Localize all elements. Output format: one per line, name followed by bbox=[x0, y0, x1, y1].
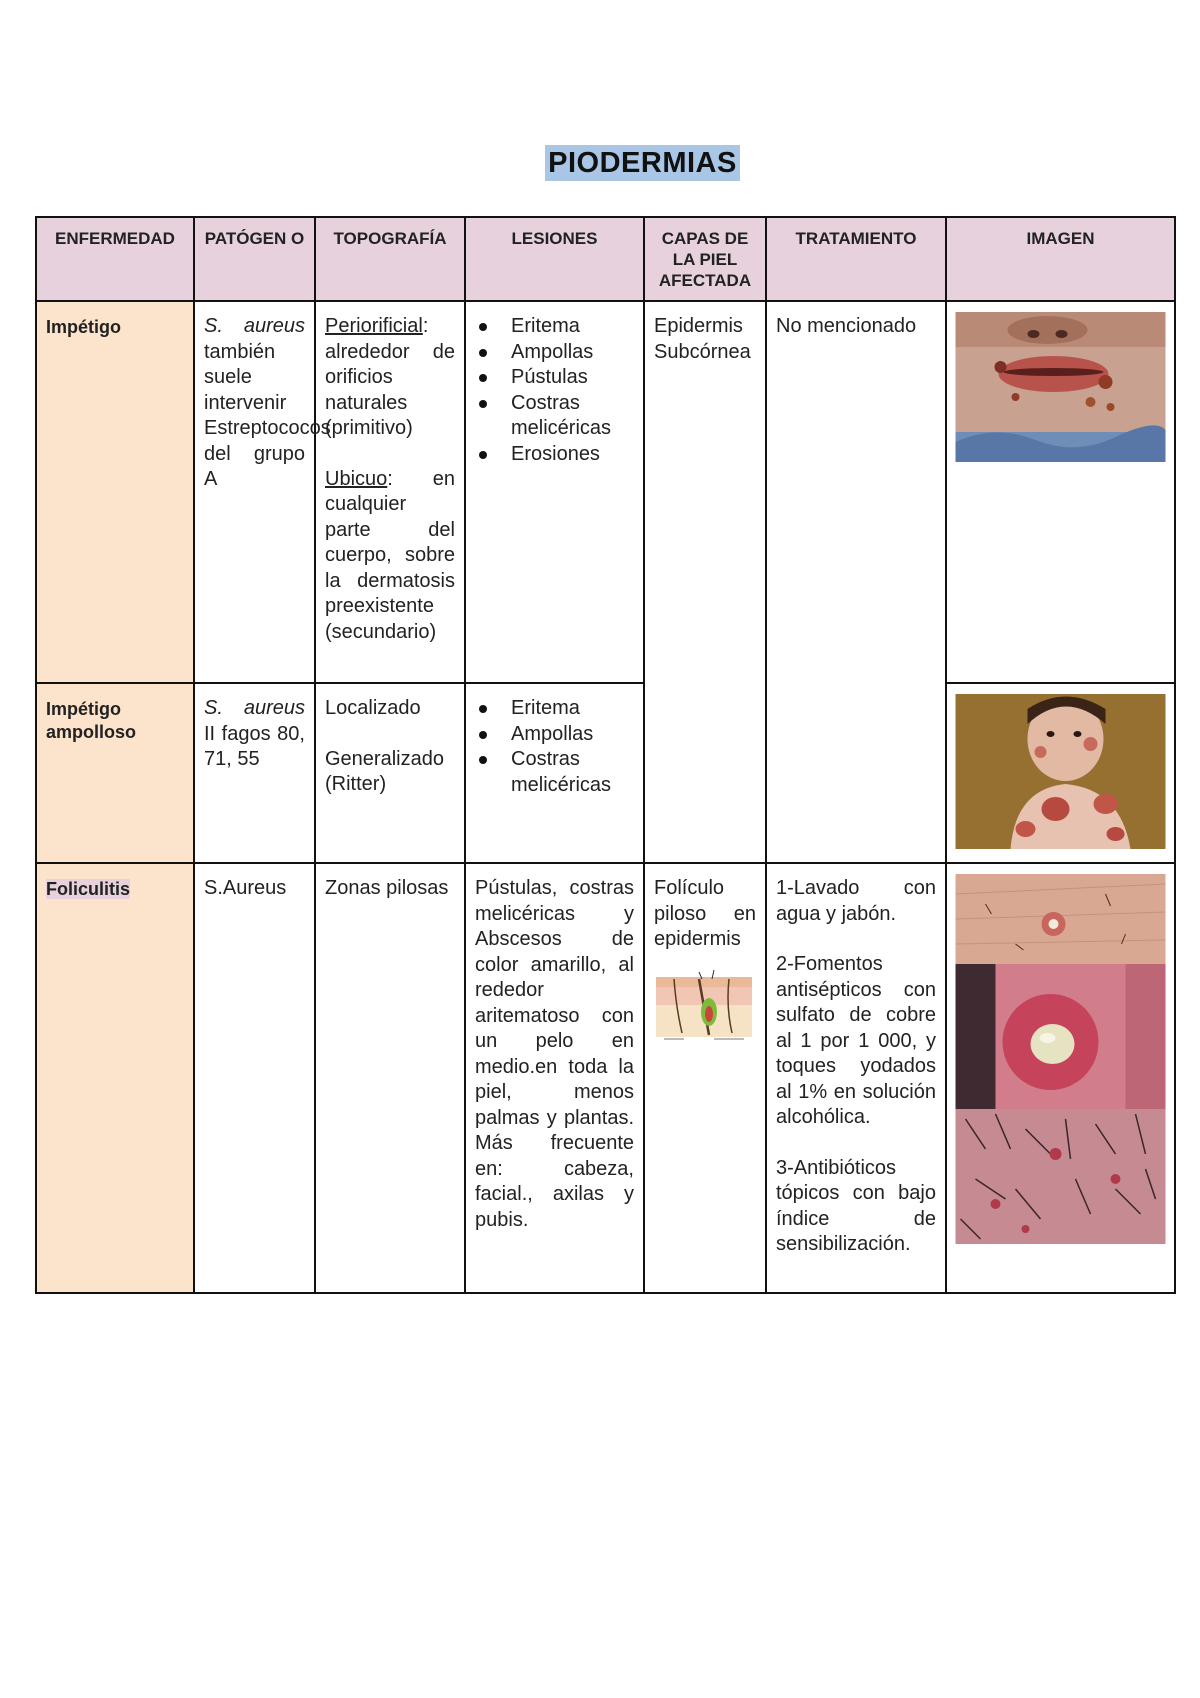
table-row bbox=[36, 863, 1175, 1293]
lesion-item: Ampollas bbox=[475, 722, 634, 748]
topography-cell bbox=[315, 683, 465, 863]
lesion-item: Costras melicéricas bbox=[475, 747, 634, 798]
lesion-item: Eritema bbox=[475, 696, 634, 722]
folliculitis-photo-1 bbox=[955, 874, 1166, 964]
topography-text: : alrededor de orificios naturales (primitivo) bbox=[325, 315, 455, 439]
header-topografia: TOPOGRAFÍA bbox=[315, 217, 465, 301]
topography-cell bbox=[315, 301, 465, 683]
pathogen-italic: S. aureus bbox=[204, 315, 305, 337]
layers-text: Folículo piloso en epidermis bbox=[654, 877, 756, 950]
lesion-item: Costras melicéricas bbox=[475, 391, 634, 442]
header-capas: CAPAS DE LA PIEL AFECTADA bbox=[644, 217, 766, 301]
image-cell bbox=[946, 863, 1175, 1293]
topography-label: Periorificial bbox=[325, 315, 423, 337]
pathogen-text: II fagos 80, 71, 55 bbox=[204, 722, 305, 770]
table-row bbox=[36, 301, 1175, 683]
folliculitis-photo-3 bbox=[955, 1109, 1166, 1244]
piodermias-table bbox=[35, 216, 1176, 1294]
lesions-cell: Pústulas, costras melicéricas y Abscesos de color amarillo, al rededor aritematoso con un pelo en medio.en toda la piel, menos palmas y plantas. Más frecuente en: cabeza, facial., axilas y pubis. bbox=[465, 863, 644, 1293]
lesion-item: Erosiones bbox=[475, 442, 634, 468]
pathogen-text: también suele intervenir Estreptococos del grupo A bbox=[204, 340, 331, 490]
pathogen-cell: S.Aureus bbox=[194, 863, 315, 1293]
header-tratamiento: TRATAMIENTO bbox=[766, 217, 946, 301]
topography-text: Localizado bbox=[325, 697, 421, 719]
header-enfermedad: ENFERMEDAD bbox=[36, 217, 194, 301]
treatment-cell bbox=[766, 863, 946, 1293]
lesion-item: Ampollas bbox=[475, 340, 634, 366]
lesion-item: Pústulas bbox=[475, 365, 634, 391]
disease-name: Foliculitis bbox=[46, 879, 131, 899]
treatment-step: 1-Lavado con agua y jabón. bbox=[776, 877, 936, 925]
pathogen-italic: S. aureus bbox=[204, 697, 305, 719]
lesion-item: Eritema bbox=[475, 314, 634, 340]
impetigo-photo bbox=[955, 312, 1166, 462]
layers-cell bbox=[644, 863, 766, 1293]
treatment-step: 3-Antibióticos tópicos con bajo índice de sensibilización. bbox=[776, 1156, 936, 1255]
treatment-cell: No mencionado bbox=[766, 301, 946, 863]
header-imagen: IMAGEN bbox=[946, 217, 1175, 301]
table-row bbox=[36, 683, 1175, 863]
header-lesiones: LESIONES bbox=[465, 217, 644, 301]
disease-name-cell bbox=[36, 863, 194, 1293]
header-row bbox=[36, 217, 1175, 301]
page-title: PIODERMIAS bbox=[545, 145, 740, 181]
bullous-impetigo-photo bbox=[955, 694, 1166, 849]
hair-follicle-diagram bbox=[654, 967, 754, 1047]
topography-text: Generalizado (Ritter) bbox=[325, 747, 444, 795]
pathogen-cell bbox=[194, 301, 331, 683]
topography-label: Ubicuo bbox=[325, 467, 388, 490]
image-cell bbox=[946, 301, 1175, 683]
image-cell bbox=[946, 683, 1175, 863]
disease-name: Impétigo bbox=[36, 301, 194, 683]
folliculitis-photo-2 bbox=[955, 964, 1166, 1109]
pathogen-cell bbox=[194, 683, 315, 863]
header-patogeno: PATÓGEN O bbox=[194, 217, 315, 301]
topography-cell: Zonas pilosas bbox=[315, 863, 465, 1293]
lesions-cell bbox=[465, 683, 644, 863]
treatment-step: 2-Fomentos antisépticos con sulfato de cobre al 1 por 1 000, y toques yodados al 1% en solución alcohólica. bbox=[776, 953, 936, 1128]
layers-cell: Epidermis Subcórnea bbox=[644, 301, 766, 863]
lesions-cell bbox=[465, 301, 644, 683]
disease-name: Impétigo ampolloso bbox=[36, 683, 194, 863]
topography-text: : en cualquier parte del cuerpo, sobre la dermatosis preexistente (secundario) bbox=[325, 467, 455, 643]
